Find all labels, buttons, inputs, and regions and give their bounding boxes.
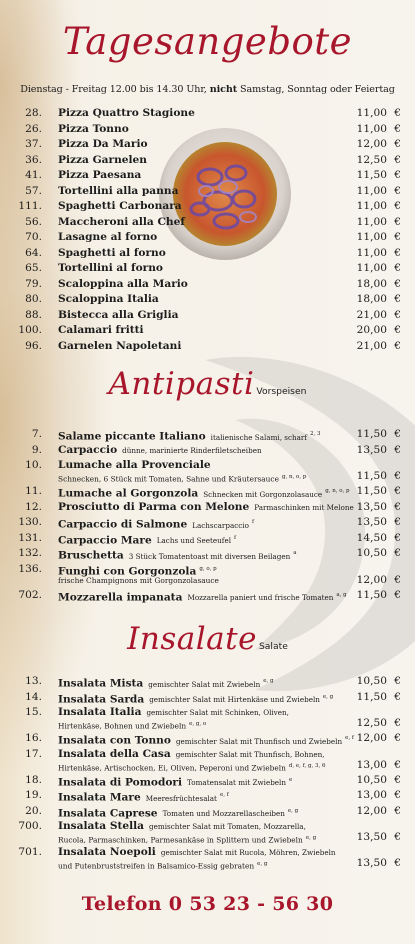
currency-symbol: € — [394, 324, 401, 336]
price-value: 11,00 — [356, 231, 387, 243]
menu-item-number: 79. — [25, 277, 42, 290]
menu-item-description: italienische Salami, scharf — [210, 432, 307, 442]
description-text: Schnecken, 6 Stück mit Tomaten, Sahne und Kräutersauce — [58, 474, 279, 484]
menu-item-number: 56. — [25, 215, 42, 228]
menu-item-name: Insalata Italia — [58, 706, 142, 718]
price-value: 12,00 — [356, 804, 387, 817]
currency-symbol: € — [394, 107, 401, 119]
menu-item-row — [0, 199, 415, 215]
menu-item-row — [0, 153, 415, 169]
menu-item-price — [357, 443, 401, 459]
price-value: 11,00 — [356, 107, 387, 119]
currency-symbol: € — [394, 789, 401, 801]
menu-item-name: Prosciutto di Parma con Melone — [58, 500, 250, 513]
currency-symbol: € — [394, 547, 401, 559]
menu-item-row — [0, 184, 415, 200]
currency-symbol: € — [394, 831, 401, 843]
menu-item-row — [0, 443, 415, 459]
menu-item-number: 80. — [25, 293, 42, 305]
antipasti-subtitle: Vorspeisen — [256, 386, 307, 397]
menu-item-price — [357, 788, 401, 804]
menu-item-description: gemischter Salat mit Thunfisch und Zwiebeln — [175, 736, 343, 746]
menu-item-row — [0, 588, 415, 604]
menu-item-name: Calamari fritti — [58, 324, 144, 336]
menu-item-description: gemischter Salat mit Hirtenkäse und Zwiebeln — [149, 695, 320, 705]
menu-item-number: 96. — [25, 339, 42, 352]
price-value: 11,50 — [356, 428, 387, 440]
menu-item-row — [0, 747, 415, 773]
description-text: und Putenbruststreifen in Balsamico-Essig gebraten — [58, 861, 255, 871]
price-value: 11,50 — [356, 588, 387, 601]
menu-item-row — [0, 323, 415, 339]
menu-item-row — [0, 230, 415, 246]
menu-item-price — [357, 690, 401, 706]
menu-item-name: Lasagne al forno — [58, 231, 158, 243]
hours-text-start: Dienstag - Freitag 12.00 bis 14.30 Uhr, — [20, 84, 210, 95]
price-value: 13,50 — [356, 857, 387, 869]
menu-item-price — [357, 137, 401, 153]
menu-item-description: Tomaten und Mozzarellascheiben — [162, 809, 285, 819]
opening-hours — [0, 84, 415, 95]
currency-symbol: € — [394, 470, 401, 482]
price-value: 11,50 — [356, 485, 387, 497]
menu-item-row — [0, 339, 415, 355]
menu-item-description: Lachscarpaccio — [192, 520, 249, 530]
menu-item-price — [357, 215, 401, 231]
menu-item-number: 111. — [18, 200, 42, 212]
menu-item-price — [357, 261, 401, 277]
menu-item-row — [0, 546, 415, 562]
menu-item-row — [0, 168, 415, 184]
menu-item-price — [357, 758, 401, 774]
menu-item-price — [357, 323, 401, 339]
allergen-codes: e, g, o — [189, 721, 207, 727]
menu-item-description: 3 Stück Tomatentoast mit diversen Beilagen — [128, 551, 291, 561]
menu-item-number: 131. — [18, 531, 42, 544]
price-value: 21,00 — [356, 308, 387, 321]
menu-item-number: 36. — [25, 153, 42, 166]
menu-item-price — [357, 484, 401, 500]
insalate-title: Insalate — [127, 621, 257, 657]
currency-symbol: € — [394, 588, 401, 601]
menu-item-number: 702. — [18, 588, 42, 601]
currency-symbol: € — [394, 428, 401, 440]
menu-item-number: 19. — [25, 789, 42, 801]
currency-symbol: € — [394, 339, 401, 352]
price-value: 10,50 — [356, 675, 387, 687]
price-value: 12,00 — [356, 732, 387, 744]
price-value: 13,50 — [356, 831, 387, 843]
menu-item-number: 37. — [25, 138, 42, 150]
menu-item-title — [58, 500, 354, 516]
currency-symbol: € — [394, 758, 401, 771]
menu-item-title — [58, 588, 347, 606]
menu-item-price — [357, 515, 401, 531]
description-text: Hirtenkäse, Bohnen und Zwiebeln — [58, 721, 187, 731]
currency-symbol: € — [394, 531, 401, 544]
menu-item-name: Carpaccio — [58, 443, 118, 456]
price-value: 12,50 — [356, 717, 387, 729]
menu-item-row — [0, 458, 415, 484]
menu-item-number: 17. — [25, 747, 42, 760]
menu-item-row — [0, 137, 415, 153]
description-text: frische Champignons mit Gorgonzolasauce — [58, 575, 219, 585]
menu-item-description: Parmaschinken mit Melone — [254, 502, 354, 512]
antipasti-heading — [0, 366, 415, 402]
price-value: 11,00 — [356, 122, 387, 135]
menu-item-price — [357, 122, 401, 138]
menu-item-number: 64. — [25, 246, 42, 259]
menu-item-row — [0, 246, 415, 262]
menu-item-name: Pizza Paesana — [58, 169, 142, 181]
hours-text-emphasis: nicht — [209, 84, 238, 95]
menu-item-price — [357, 674, 401, 690]
menu-item-number: 130. — [18, 516, 42, 528]
menu-item-number: 18. — [25, 773, 42, 786]
price-value: 11,00 — [356, 200, 387, 212]
antipasti-title: Antipasti — [108, 366, 255, 402]
currency-symbol: € — [394, 773, 401, 786]
menu-item-number: 132. — [18, 547, 42, 559]
menu-item-row — [0, 515, 415, 531]
allergen-codes: e, f — [345, 735, 354, 741]
menu-item-price — [357, 773, 401, 789]
allergen-codes: g, n, o, p — [281, 474, 307, 480]
menu-item-row — [0, 292, 415, 308]
price-value: 10,50 — [356, 547, 387, 559]
menu-item-price — [357, 230, 401, 246]
menu-item-name: Maccheroni alla Chef — [58, 215, 185, 228]
menu-item-description: gemischter Salat mit Rucola, Möhren, Zwiebeln — [160, 848, 336, 857]
menu-item-name: Insalata Stella — [58, 820, 145, 832]
menu-item-name: Pizza Quattro Stagione — [58, 107, 195, 119]
price-value: 13,50 — [356, 516, 387, 528]
allergen-codes: e, g — [257, 861, 268, 867]
currency-symbol: € — [394, 717, 401, 729]
menu-item-name: Pizza Garnelen — [58, 153, 147, 166]
menu-item-price — [357, 106, 401, 122]
allergen-codes: e, g — [287, 807, 299, 814]
allergen-codes: e, f — [219, 792, 229, 798]
price-value: 11,00 — [356, 246, 387, 259]
menu-item-row — [0, 261, 415, 277]
menu-item-name: Insalata Mista — [58, 677, 144, 690]
currency-symbol: € — [394, 443, 401, 456]
currency-symbol: € — [394, 293, 401, 305]
menu-item-name: Scaloppina Italia — [58, 293, 159, 305]
page-title: Tagesangebote — [62, 20, 353, 63]
menu-item-number: 701. — [18, 846, 42, 858]
currency-symbol: € — [394, 262, 401, 274]
description-text: Hirtenkäse, Artischocken, Ei, Oliven, Peperoni und Zwiebeln — [58, 762, 286, 772]
menu-item-description: gemischter Salat mit Schinken, Oliven, — [146, 708, 289, 717]
currency-symbol: € — [394, 516, 401, 528]
allergen-codes: f — [251, 519, 254, 525]
menu-item-price — [357, 469, 401, 485]
price-value: 20,00 — [356, 324, 387, 336]
menu-item-row — [0, 277, 415, 293]
menu-item-description: Mozzarella paniert und frische Tomaten — [187, 593, 334, 603]
menu-item-name: Insalata con Tonno — [58, 734, 171, 747]
menu-item-price — [357, 308, 401, 324]
daily-specials-list — [0, 106, 415, 354]
currency-symbol: € — [394, 675, 401, 687]
menu-item-description: gemischter Salat mit Tomaten, Mozzarella, — [149, 822, 306, 831]
currency-symbol: € — [394, 169, 401, 181]
menu-item-number: 16. — [25, 732, 42, 744]
menu-item-number: 88. — [25, 308, 42, 321]
price-value: 11,50 — [356, 169, 387, 181]
menu-item-name: Pizza Tonno — [58, 122, 129, 135]
menu-item-row — [0, 731, 415, 747]
menu-item-row — [0, 484, 415, 500]
allergen-codes: a, g — [336, 591, 347, 598]
menu-item-price — [357, 153, 401, 169]
menu-item-number: 65. — [25, 262, 42, 274]
menu-item-price — [357, 531, 401, 547]
menu-item-name: Funghi con Gorgonzola — [58, 565, 197, 578]
insalate-list — [0, 674, 415, 871]
menu-item-price — [357, 246, 401, 262]
menu-item-description: dünne, marinierte Rinderfiletscheiben — [122, 445, 262, 455]
currency-symbol: € — [394, 308, 401, 321]
menu-item-price — [357, 184, 401, 200]
menu-item-price — [357, 804, 401, 820]
menu-item-name: Lumache al Gorgonzola — [58, 487, 199, 500]
menu-item-name: Insalata della Casa — [58, 747, 171, 760]
price-value: 11,00 — [356, 215, 387, 228]
menu-item-name: Carpaccio di Salmone — [58, 518, 188, 531]
allergen-codes: d, e, f, g, 3, 6 — [288, 762, 326, 769]
menu-item-description: Schnecken mit Gorgonzolasauce — [203, 489, 323, 499]
menu-item-description: gemischter Salat mit Thunfisch, Bohnen, — [175, 749, 325, 759]
currency-symbol: € — [394, 231, 401, 243]
menu-item-name: Insalata di Pomodori — [58, 776, 183, 789]
hours-text-end: Samstag, Sonntag oder Feiertag — [237, 84, 395, 95]
menu-item-name: Spaghetti al forno — [58, 246, 166, 259]
menu-item-name: Salame piccante Italiano — [58, 430, 206, 443]
menu-item-number: 70. — [25, 231, 42, 243]
insalate-subtitle: Salate — [258, 641, 288, 652]
price-value: 13,50 — [356, 443, 387, 456]
allergen-codes: e, g — [305, 835, 317, 841]
menu-item-number: 11. — [25, 485, 42, 497]
menu-item-row — [0, 804, 415, 820]
menu-item-description-line2 — [58, 857, 267, 873]
menu-item-name: Garnelen Napoletani — [58, 339, 182, 352]
allergen-codes: e, g — [322, 693, 334, 700]
menu-item-price — [357, 292, 401, 308]
allergen-codes: f — [234, 534, 237, 541]
menu-item-description: Tomatensalat mit Zwiebeln — [187, 778, 286, 788]
allergen-codes: e — [288, 776, 293, 783]
menu-item-name: Insalata Mare — [58, 791, 141, 804]
menu-item-name: Pizza Da Mario — [58, 138, 148, 150]
menu-item-price — [357, 427, 401, 443]
menu-item-description: Lachs und Seeteufel — [156, 536, 231, 546]
menu-item-row — [0, 106, 415, 122]
menu-item-row — [0, 690, 415, 706]
price-value: 14,50 — [356, 531, 387, 544]
menu-item-number: 57. — [25, 184, 42, 197]
menu-item-price — [357, 830, 401, 846]
menu-item-row — [0, 819, 415, 845]
menu-item-name: Insalata Caprese — [58, 807, 158, 820]
price-value: 18,00 — [356, 277, 387, 290]
menu-item-number: 10. — [25, 459, 42, 471]
menu-item-number: 28. — [25, 107, 42, 119]
menu-item-row — [0, 500, 415, 516]
menu-item-number: 7. — [31, 428, 42, 440]
currency-symbol: € — [394, 184, 401, 197]
allergen-codes: 2, 3 — [310, 431, 321, 437]
currency-symbol: € — [394, 573, 401, 586]
menu-item-price — [357, 856, 401, 872]
menu-item-name: Scaloppina alla Mario — [58, 277, 188, 290]
menu-item-name: Insalata Noepoli — [58, 846, 156, 858]
price-value: 13,50 — [356, 500, 387, 513]
currency-symbol: € — [394, 857, 401, 869]
menu-item-row — [0, 705, 415, 731]
price-value: 12,50 — [356, 153, 387, 166]
menu-item-number: 15. — [25, 706, 42, 718]
currency-symbol: € — [394, 485, 401, 497]
allergen-codes: g, o, p — [199, 565, 217, 572]
price-value: 13,00 — [356, 789, 387, 801]
menu-item-name: Bistecca alla Griglia — [58, 308, 179, 321]
menu-item-price — [357, 277, 401, 293]
currency-symbol: € — [394, 500, 401, 513]
menu-item-name: Lumache alla Provenciale — [58, 459, 211, 471]
price-value: 11,50 — [356, 690, 387, 703]
menu-item-number: 700. — [18, 820, 42, 832]
price-value: 10,50 — [356, 773, 387, 786]
menu-item-title — [58, 443, 262, 459]
menu-item-price — [357, 546, 401, 562]
menu-item-row — [0, 427, 415, 443]
menu-item-row — [0, 562, 415, 588]
currency-symbol: € — [394, 200, 401, 212]
menu-item-description-line2 — [58, 574, 219, 588]
menu-item-price — [357, 168, 401, 184]
menu-item-number: 41. — [25, 169, 42, 181]
menu-item-number: 20. — [25, 804, 42, 817]
price-value: 11,50 — [356, 470, 387, 482]
price-value: 12,00 — [356, 138, 387, 150]
price-value: 18,00 — [356, 293, 387, 305]
phone-number: Telefon 0 53 23 - 56 30 — [81, 893, 334, 915]
menu-item-row — [0, 531, 415, 547]
menu-item-number: 26. — [25, 122, 42, 135]
menu-item-name: Bruschetta — [58, 549, 124, 562]
menu-item-price — [357, 573, 401, 589]
menu-item-row — [0, 308, 415, 324]
menu-item-name: Spaghetti Carbonara — [58, 200, 182, 212]
menu-item-name: Tortellini al forno — [58, 262, 163, 274]
menu-item-price — [357, 199, 401, 215]
allergen-codes: e, g — [263, 678, 274, 684]
menu-item-price — [357, 588, 401, 604]
price-value: 12,00 — [356, 573, 387, 586]
currency-symbol: € — [394, 122, 401, 135]
price-value: 11,00 — [356, 184, 387, 197]
currency-symbol: € — [394, 138, 401, 150]
menu-item-row — [0, 674, 415, 690]
menu-item-row — [0, 773, 415, 789]
menu-item-name: Carpaccio Mare — [58, 534, 152, 547]
price-value: 21,00 — [356, 339, 387, 352]
currency-symbol: € — [394, 153, 401, 166]
currency-symbol: € — [394, 215, 401, 228]
menu-item-name: Tortellini alla panna — [58, 184, 179, 197]
menu-item-price — [357, 731, 401, 747]
menu-item-price — [357, 500, 401, 516]
currency-symbol: € — [394, 690, 401, 703]
price-value: 13,00 — [356, 758, 387, 771]
menu-item-name: Insalata Sarda — [58, 693, 145, 706]
menu-item-number: 14. — [25, 690, 42, 703]
menu-item-number: 13. — [25, 675, 42, 687]
menu-item-number: 136. — [18, 562, 42, 575]
menu-item-row — [0, 845, 415, 871]
menu-item-description: Meeresfrüchtesalat — [145, 793, 217, 803]
allergen-codes: g, n, o, p — [325, 488, 350, 494]
menu-item-number: 100. — [18, 324, 42, 336]
insalate-heading — [0, 621, 415, 657]
menu-item-row — [0, 122, 415, 138]
menu-item-number: 9. — [31, 443, 42, 456]
currency-symbol: € — [394, 246, 401, 259]
menu-item-price — [357, 339, 401, 355]
antipasti-list — [0, 427, 415, 603]
menu-item-name: Mozzarella impanata — [58, 591, 183, 604]
menu-item-price — [357, 716, 401, 732]
allergen-codes: a — [293, 550, 297, 556]
menu-item-row — [0, 788, 415, 804]
menu-item-description: gemischter Salat mit Zwiebeln — [148, 679, 261, 689]
price-value: 11,00 — [356, 262, 387, 274]
currency-symbol: € — [394, 804, 401, 817]
description-text: Rucola, Parmaschinken, Parmesankäse in Splittern und Zwiebeln — [58, 835, 303, 845]
currency-symbol: € — [394, 732, 401, 744]
menu-item-number: 12. — [25, 500, 42, 513]
currency-symbol: € — [394, 277, 401, 290]
menu-item-row — [0, 215, 415, 231]
